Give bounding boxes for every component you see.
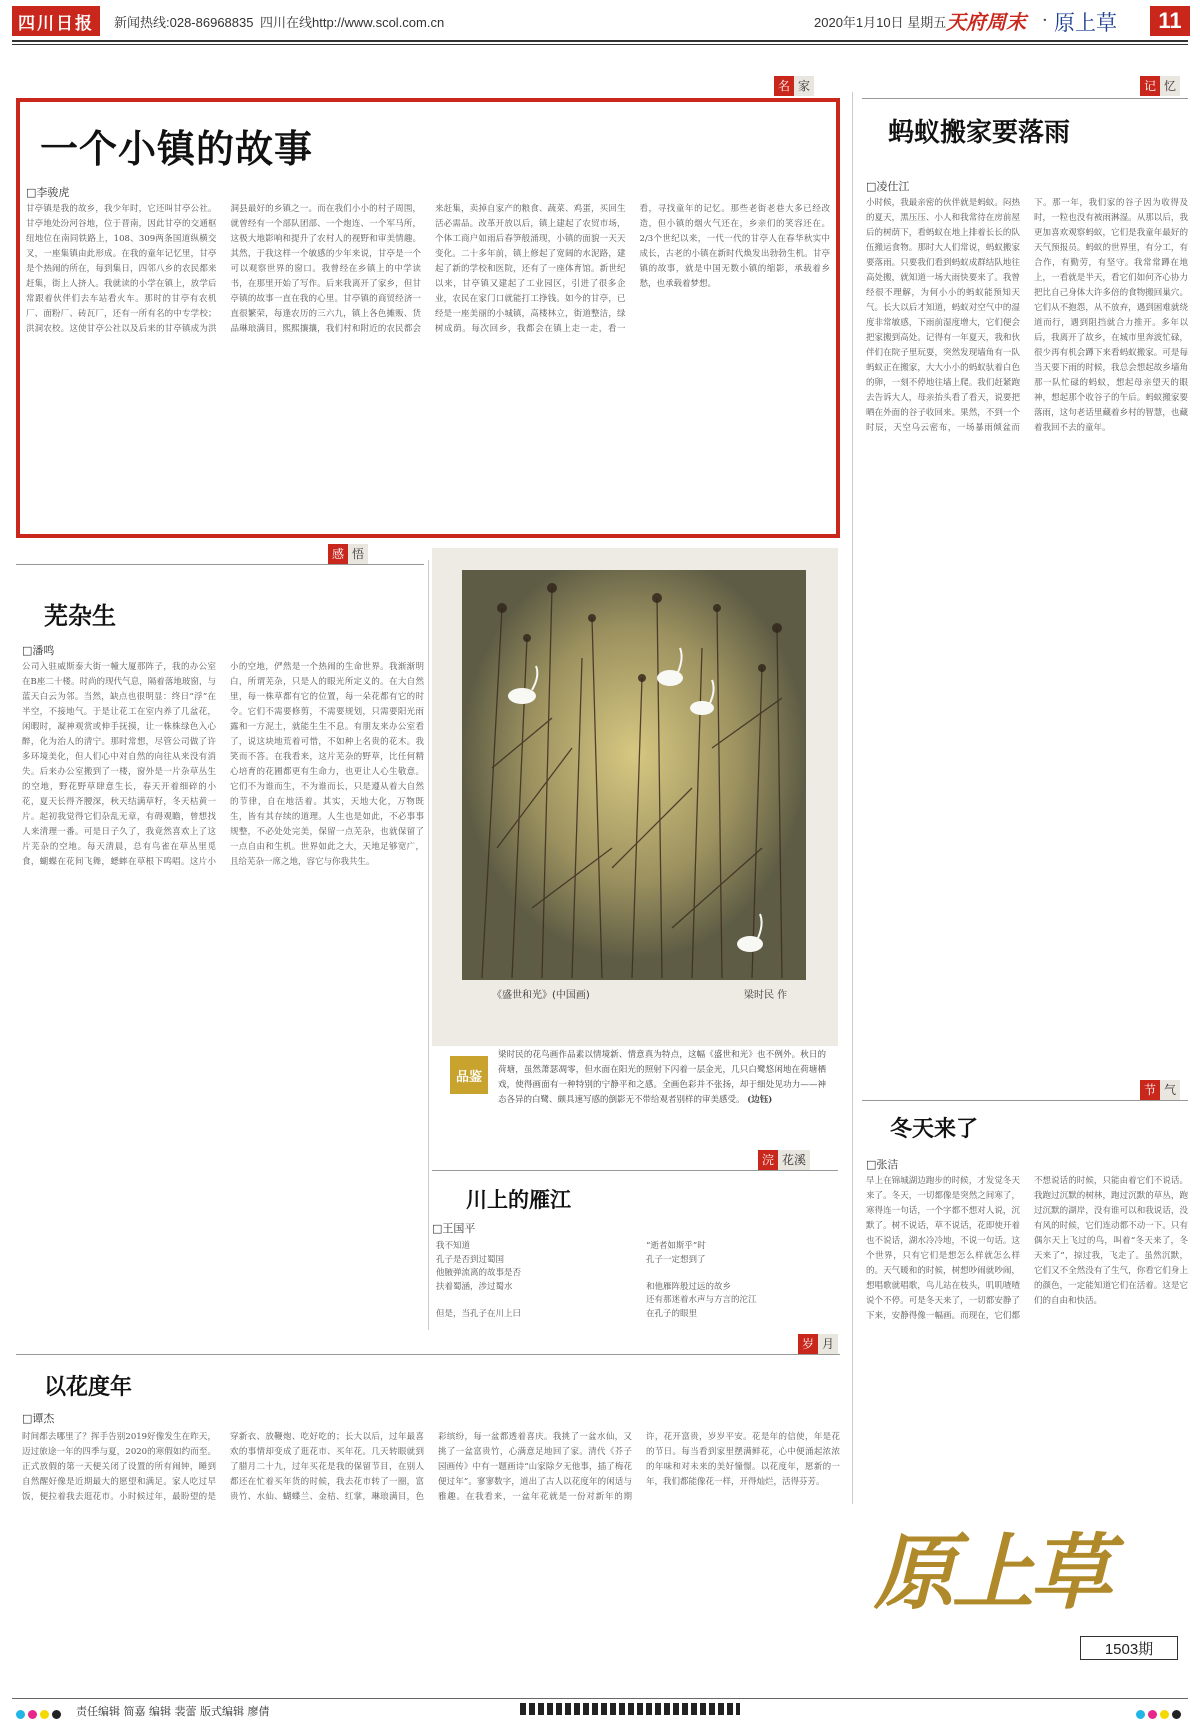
painting-image [432, 548, 838, 1046]
print-registration-right [1136, 1704, 1184, 1723]
section-name: 原上草 [1054, 11, 1117, 35]
article-author-wild: □潘鸣 [22, 644, 55, 657]
article-title-winter: 冬天来了 [890, 1117, 979, 1142]
article-author-winter: □张洁 [866, 1158, 899, 1171]
painting-review-author: (边钰) [747, 1095, 773, 1105]
tag-jieqi: 节 气 [1140, 1080, 1180, 1100]
footer-rule [12, 1698, 1188, 1699]
article-body-flowers: 时间都去哪里了？挥手告别2019好像发生在昨天，迈过旅途一年的四季与夏，2020的寒假如约而至。正式放假的第一天便关闭了设置的所有闹钟，睡到自然醒好像是近期最大的愿望和满足。家人吃过早饭，便拉着我去逛花市。小时候过年，最盼望的是穿新衣、放鞭炮、吃好吃的；长大以后，过年最喜欢的事情却变成了逛花市、买年花。几天转眼就到了腊月二十九，过年买花是我的保留节目，在别人都还在忙着买年货的时候，我去花市转了一圈，富贵竹、水仙、蝴蝶兰、金桔、红掌，琳琅满目，色彩缤纷，每一盆都透着喜庆。我挑了一盆水仙，又挑了一盆富贵竹，心满意足地回了家。清代《芥子园画传》中有一题画诗“山家除夕无他事，插了梅花便过年”。寥寥数字，道出了古人以花度年的闲适与雅趣。在我看来，一盆年花就是一份对新年的期许，花开富贵，岁岁平安。花是年的信使，年是花的节日。每当看到家里摆满鲜花，心中便涌起浓浓的年味和对未来的美好憧憬。以花度年，愿新的一年，我们都能像花一样，开得灿烂，活得芬芳。 [22, 1432, 840, 1502]
poem-line [646, 1267, 836, 1281]
painting-review-text: 梁时民的花鸟画作品素以情境新、情意真为特点，这幅《盛世和光》也不例外。秋日的荷塘，虽然萧瑟凋零，但水面在阳光的照射下闪着一层金光，几只白鹭悠闲地在荷塘栖戏，使得画面有一种特别的宁静平和之感。全画色彩并不张扬，却于细处见功力——神态各异的白鹭、颇具速写感的倒影无不带给观者别样的审美感受。 [498, 1050, 826, 1105]
article-title-ants: 蚂蚁搬家要落雨 [888, 118, 1071, 148]
tag-suiyue: 岁 月 [798, 1334, 838, 1354]
poem-line: 但是，当孔子在川上曰 [436, 1308, 522, 1319]
review-badge-text: 品鉴 [455, 1069, 482, 1085]
tag-mingjia: 名 家 [774, 76, 814, 96]
section-dot: · [1042, 10, 1048, 31]
geese-top-rule [432, 1170, 838, 1171]
poem-line: 他腋弹流离的故事是否 [436, 1268, 522, 1278]
article-title-wild: 芜杂生 [44, 602, 116, 630]
article-author-ants: □凌仕江 [866, 180, 910, 193]
poem-line: 和他雁阵般过远的故乡 [646, 1281, 732, 1292]
painting-caption-title: 《盛世和光》(中国画) [492, 990, 590, 1001]
article-author-geese: □王国平 [432, 1222, 476, 1235]
article-title-town: 一个小镇的故事 [40, 127, 314, 171]
news-hotline: 新闻热线:028-86968835 [114, 15, 254, 30]
header-rule-thin [12, 44, 1188, 45]
painting-frame [432, 548, 838, 1046]
page-number [1150, 6, 1190, 36]
article-author-town: □李骏虎 [26, 186, 70, 199]
divider-left-mid [428, 560, 429, 1330]
poem-line [436, 1294, 626, 1308]
masthead-logo [12, 6, 100, 36]
brand-calligraphy: 原上草 [874, 1525, 1108, 1621]
review-badge [450, 1056, 488, 1094]
print-registration-center [520, 1703, 740, 1715]
footer-editors: 责任编辑 简嘉 编辑 裴蕾 版式编辑 廖倩 [76, 1705, 270, 1718]
wild-top-rule [16, 564, 424, 565]
article-body-ants: 小时候，我最亲密的伙伴就是蚂蚁。闷热的夏天，黑压压、小人和我常待在房前屋后的树荫下，看蚂蚁在地上排着长长的队伍搬运食物。那时大人们常说，蚂蚁搬家要落雨。只要我们看到蚂蚁成群结队地往高处搬，就知道一场大雨快要来了。我曾经很不理解，为何小小的蚂蚁能预知天气。长大以后才知道，蚂蚁对空气中的湿度非常敏感，下雨前湿度增大，它们便会把家搬到高处。记得有一年夏天，我和伙伴们在院子里玩耍，突然发现墙角有一队蚂蚁正在搬家，大大小小的蚂蚁驮着白色的卵，一刻不停地往墙上爬。我们赶紧跑去告诉大人，母亲抬头看了看天，说要把晒在外面的谷子收回来。果然，不到一个时辰，天空乌云密布，一场暴雨倾盆而下。那一年，我们家的谷子因为收得及时，一粒也没有被雨淋湿。从那以后，我更加喜欢观察蚂蚁，它们是我童年最好的天气预报员。蚂蚁的世界里，有分工，有合作，有勤劳，有坚守。我常常蹲在地上，一看就是半天，看它们如何齐心协力把比自己身体大许多倍的食物搬回巢穴。它们从不抱怨，从不放弃，遇到困难就绕道而行，遇到阻挡就合力推开。多年以后，我离开了故乡，在城市里奔波忙碌，很少再有机会蹲下来看蚂蚁搬家。可是每当天要下雨的时候，我总会想起故乡墙角那一队忙碌的蚂蚁，想起母亲望天的眼神，想起那个收谷子的午后。蚂蚁搬家要落雨，这句老话里藏着乡村的智慧，也藏着我回不去的童年。 [866, 198, 1188, 433]
article-body-town: 甘亭镇是我的故乡，我少年时，它还叫甘亭公社。甘亭地处汾河谷地，位于晋南，因此甘亭的交通枢纽地位在南同铁路上，108、309两条国道纵横交叉，一座集镇由此形成。在我的童年记忆里，甘亭是个热闹的所在，每到集日，四邻八乡的农民都来赶集，街上人挤人。我就读的小学在镇上，放学后常跟着伙伴们去车站看火车。那时的甘亭有农机厂、面粉厂、砖瓦厂，还有一所有名的中专学校；洪洞农校。这使甘亭公社以及后来的甘亭镇成为洪洞县最好的乡镇之一。而在我们小小的村子周围，就曾经有一个部队团部、一个炮连、一个军马所，这极大地影响和提升了农村人的视野和审美情趣。其然，于我这样一个敏感的少年来说，甘亭是一个可以观察世界的窗口。我曾经在乡镇上的中学读书，在那里开始了写作。后来我离开了家乡，但甘亭镇的故事一直在我的心里。甘亭镇的商贸经济一直很繁荣，每逢农历的三六九，镇上各色摊贩、货品琳琅满目，熙熙攘攘，我们村和附近的农民都会来赶集，卖掉自家产的粮食、蔬菜、鸡蛋，买回生活必需品。改革开放以后，镇上建起了农贸市场，个体工商户如雨后春笋般涌现，小镇的面貌一天天变化。二十多年前，镇上修起了宽阔的水泥路，建起了新的学校和医院，还有了一座体育馆。新世纪以来，甘亭镇又建起了工业园区，引进了很多企业，农民在家门口就能打工挣钱。如今的甘亭，已经是一座美丽的小城镇，高楼林立，街道整洁，绿树成荫。每次回乡，我都会在镇上走一走，看一看，寻找童年的记忆。那些老街老巷大多已经改造，但小镇的烟火气还在，乡亲们的笑容还在。2/3个世纪以来，一代一代的甘亭人在春华秋实中成长，古老的小镇在新时代焕发出勃勃生机。甘亭镇的故事，就是中国无数小镇的缩影，承载着乡愁，也承载着梦想。 [26, 204, 830, 334]
divider-right-column [852, 92, 853, 1504]
tag-jiyi: 记 忆 [1140, 76, 1180, 96]
winter-top-rule [862, 1100, 1188, 1101]
print-registration-left [16, 1704, 64, 1723]
ants-top-rule [862, 98, 1188, 99]
flowers-top-rule [16, 1354, 840, 1355]
poem-line: 还有那迷着水声与方言的沱江 [646, 1295, 757, 1305]
page-number-text: 11 [1158, 8, 1182, 33]
poem-body-geese [436, 1240, 836, 1330]
poem-line: “逝者如斯乎”时 [646, 1241, 706, 1251]
article-title-flowers: 以花度年 [44, 1375, 133, 1400]
website: 四川在线http://www.scol.com.cn [260, 15, 445, 30]
poem-line: 我不知道 [436, 1241, 471, 1251]
tag-huanhuaxi: 浣 花溪 [758, 1150, 810, 1170]
poem-line: 孔子一定想到了 [646, 1254, 706, 1265]
painting-review [498, 1048, 826, 1148]
painting-caption-artist: 梁时民 作 [744, 990, 788, 1001]
issue-number-box [1080, 1636, 1178, 1660]
article-title-geese: 川上的雁江 [466, 1188, 571, 1212]
article-body-wild: 公司入驻威斯泰大街一幢大厦那阵子，我的办公室在B座二十楼。时尚的现代气息，隔着落地玻窗，与蓝天白云为邻。当然，缺点也很明显：终日“浮”在半空，不接地气。于是让花工在室内养了几盆花，闲暇时，凝神观赏或伸手抚摸，让一株株绿色入心醉，化为治人的清宁。那时常想，尽管公司做了许多环境美化，但人们心中对自然的向往从来没有消失。后来办公室搬到了一楼，窗外是一片杂草丛生的空地，野花野草肆意生长，春天开着细碎的小花，夏天长得齐腰深，秋天结满草籽，冬天枯黄一片。起初我觉得它们杂乱无章，有碍观瞻，曾想找人来清理一番。可是日子久了，我竟然喜欢上了这片芜杂的空地。每天清晨，总有鸟雀在草丛里觅食，蝴蝶在花间飞舞，蟋蟀在草根下鸣唱。这片小小的空地，俨然是一个热闹的生命世界。我渐渐明白，所谓芜杂，只是人的眼光所定义的。在大自然里，每一株草都有它的位置，每一朵花都有它的时令。它们不需要修剪，不需要规划，只需要阳光雨露和一方泥土，就能生生不息。有朋友来办公室看了，说这块地荒着可惜，不如种上名贵的花木。我笑而不答。在我看来，这片芜杂的野草，比任何精心培育的花圃都更有生命力，也更让人心生敬意。它们不为谁而生，不为谁而长，只是遵从着大自然的节律，自在地活着。其实，天地大化，万物既生，皆有其存续的道理。人生也是如此，不必事事规整，不必处处完美，保留一点芜杂，也就保留了一点自由和生机。世界如此之大，天地足够宽广，且给芜杂一席之地，容它与你我共生。 [22, 662, 424, 867]
issue-date: 2020年1月10日 星期五 [814, 15, 947, 30]
poem-line: 扶着蜀涵，涉过蜀水 [436, 1281, 513, 1292]
poem-line: 在孔子的眼里 [646, 1308, 698, 1319]
issue-number: 1503期 [1104, 1640, 1154, 1658]
article-author-flowers: □谭杰 [22, 1412, 55, 1425]
poem-line: 孔子是否到过蜀国 [436, 1254, 505, 1265]
tag-ganwu: 感 悟 [328, 544, 368, 564]
section-brand: 天府周末 [946, 10, 1026, 34]
header-rule [12, 40, 1188, 42]
article-body-winter: 早上在锦城湖边跑步的时候，才发觉冬天来了。冬天，一切都像是突然之间寒了，寒得连一句话，一个字都不想对人说，沉默了。树不说话，草不说话，花即使开着也不说话，湖水冷冷地，不说一句话。这个世界，只有它们是想怎么样就怎么样的。天气暖和的时候，树想吵闹就吵闹，想唱歌就唱歌，鸟儿站在枝头，叽叽喳喳说个不停。可是冬天来了，一切都安静了下来，安静得像一幅画。而现在，它们都不想说话的时候，只能由着它们不说话。我跑过沉默的树林，跑过沉默的草丛，跑过沉默的湖岸，没有谁可以和我说话，没有风的时候，它们连动都不动一下。只有偶尔天上飞过的鸟，叫着“冬天来了，冬天来了”，掠过我，飞走了。虽然沉默，它们又不全然没有了生气，你看它们身上的颜色，一定能知道它们在活着。这是它们的自由和快活。 [866, 1176, 1188, 1321]
masthead-logo-text: 四川日报 [18, 13, 94, 34]
